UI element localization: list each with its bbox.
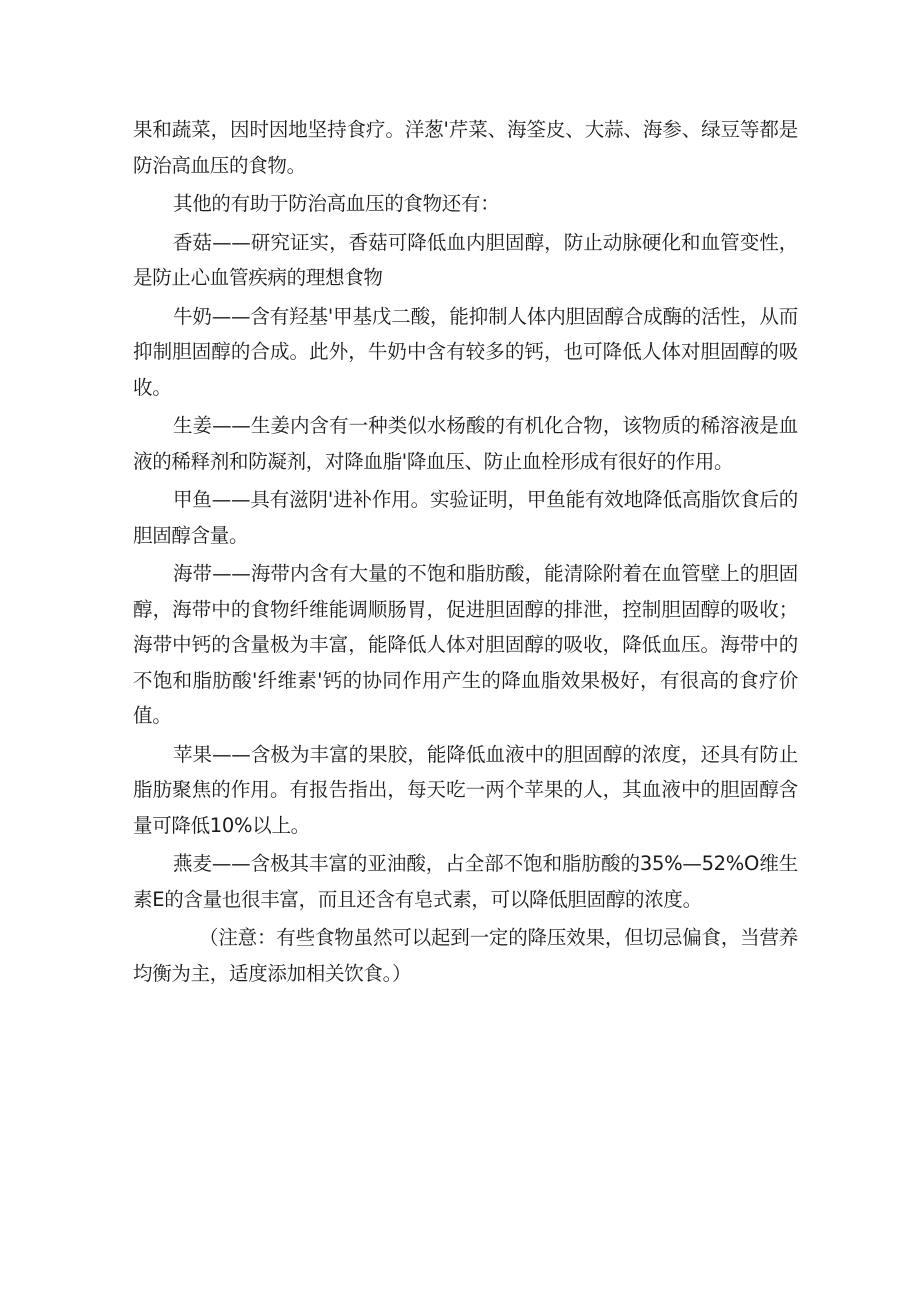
paragraph-mushroom: 香菇——研究证实，香菇可降低血内胆固醇，防止动脉硬化和血管变性，是防止心血管疾病的理想食物 xyxy=(133,230,798,289)
paragraph-ginger: 生姜——生姜内含有一种类似水杨酸的有机化合物，该物质的稀溶液是血液的稀释剂和防凝剂，对降血脂'降血压、防止血栓形成有很好的作用。 xyxy=(133,414,798,473)
paragraph-intro-continuation: 果和蔬菜，因时因地坚持食疗。洋葱'芹菜、海筌皮、大蒜、海参、绿豆等都是防治高血压的食物。 xyxy=(133,118,798,177)
paragraph-other-foods-heading: 其他的有助于防治高血压的食物还有： xyxy=(173,192,500,215)
document-body xyxy=(133,112,798,994)
paragraph-oats: 燕麦——含极其丰富的亚油酸，占全部不饱和脂肪酸的35%—52%O维生素E的含量也很丰富，而且还含有皂式素，可以降低胆固醇的浓度。 xyxy=(133,852,798,911)
paragraph-apple: 苹果——含极为丰富的果胶，能降低血液中的胆固醇的浓度，还具有防止脂肪聚焦的作用。有报告指出，每天吃一两个苹果的人，其血液中的胆固醇含量可降低10%以上。 xyxy=(133,742,798,837)
paragraph-note: （注意：有些食物虽然可以起到一定的降压效果，但切忌偏食，当营养均衡为主，适度添加相关饮食。） xyxy=(133,926,798,985)
paragraph-milk: 牛奶——含有羟基'甲基戊二酸，能抑制人体内胆固醇合成酶的活性，从而抑制胆固醇的合成。此外，牛奶中含有较多的钙，也可降低人体对胆固醇的吸收。 xyxy=(133,304,798,399)
paragraph-turtle: 甲鱼——具有滋阴'进补作用。实验证明，甲鱼能有效地降低高脂饮食后的胆固醇含量。 xyxy=(133,488,798,547)
paragraph-kelp: 海带——海带内含有大量的不饱和脂肪酸，能清除附着在血管壁上的胆固醇，海带中的食物纤维能调顺肠胃，促进胆固醇的排泄，控制胆固醇的吸收；海带中钙的含量极为丰富，能降低人体对胆固醇的吸收，降低血压。海带中的不饱和脂肪酸'纤维素'钙的协同作用产生的降血脂效果极好，有很高的食疗价值。 xyxy=(133,562,798,727)
